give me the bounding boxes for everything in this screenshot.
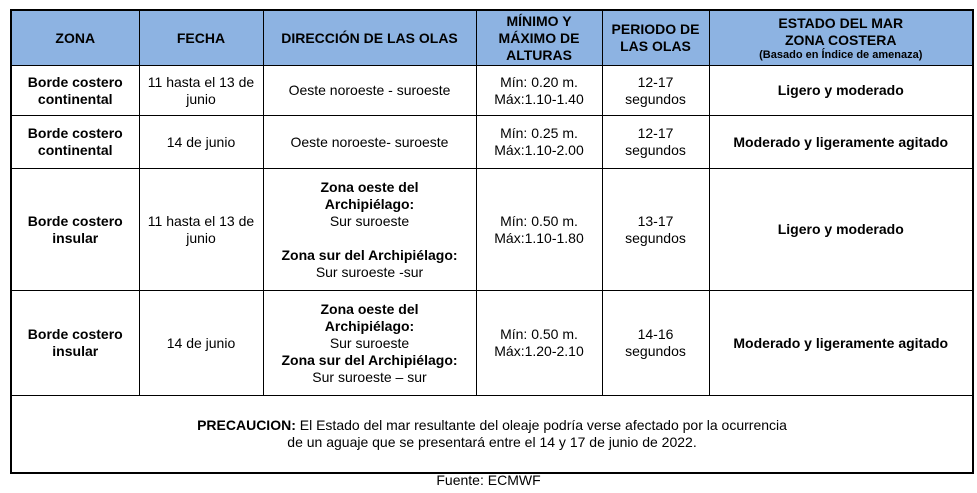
altura-max: Máx:1.10-2.00 — [494, 142, 584, 158]
zona-line: Borde costero — [27, 73, 123, 90]
cell-zona — [11, 169, 139, 291]
fecha-line: 11 hasta el 13 de — [147, 73, 255, 90]
direccion-zona-sur-title: Zona sur del Archipiélago: — [281, 351, 458, 368]
cell-fecha — [139, 169, 263, 291]
header-zona: ZONA — [11, 10, 139, 66]
direccion-zona-sur-title: Zona sur del Archipiélago: — [281, 246, 458, 263]
periodo-value: 13-17 — [637, 212, 674, 229]
header-estado — [709, 10, 973, 66]
cell-alturas — [476, 116, 602, 169]
cell-direccion — [263, 169, 476, 291]
cell-estado: Moderado y ligeramente agitado — [709, 116, 973, 169]
direccion-zona-sur-value: Sur suroeste – sur — [312, 368, 427, 385]
cell-direccion: Oeste noroeste - suroeste — [263, 66, 476, 116]
cell-direccion — [263, 291, 476, 396]
periodo-value: 14-16 — [637, 326, 674, 342]
header-periodo — [602, 10, 709, 66]
header-fecha: FECHA — [139, 10, 263, 66]
altura-min: Mín: 0.20 m. — [500, 73, 578, 90]
altura-min: Mín: 0.50 m. — [500, 326, 578, 342]
cell-estado: Moderado y ligeramente agitado — [709, 291, 973, 396]
zona-line: insular — [52, 343, 99, 359]
header-estado-subtitle: (Basado en Índice de amenaza) — [759, 48, 923, 61]
altura-min: Mín: 0.50 m. — [500, 212, 578, 229]
cell-estado: Ligero y moderado — [709, 169, 973, 291]
direccion-zona-oeste-title: Zona oeste del — [320, 300, 419, 317]
sea-state-forecast-table — [10, 9, 974, 474]
cell-direccion: Oeste noroeste- suroeste — [263, 116, 476, 169]
zona-line: Borde costero — [27, 212, 123, 229]
header-alturas-line: MÁXIMO DE — [498, 29, 580, 46]
direccion-zona-oeste-value: Sur suroeste — [329, 334, 410, 351]
table-row — [11, 116, 973, 169]
cell-periodo — [602, 116, 709, 169]
cell-alturas — [476, 291, 602, 396]
header-alturas-line: MÍNIMO Y — [506, 12, 572, 29]
fecha-line: junio — [186, 229, 216, 246]
direccion-zona-oeste-value: Sur suroeste — [329, 212, 410, 229]
altura-min: Mín: 0.25 m. — [500, 125, 578, 141]
periodo-value: 12-17 — [637, 125, 674, 141]
cell-zona — [11, 291, 139, 396]
cell-zona — [11, 116, 139, 169]
altura-max: Máx:1.10-1.80 — [494, 229, 584, 246]
table-row — [11, 291, 973, 396]
precaution-label: PRECAUCION: — [197, 417, 296, 433]
altura-max: Máx:1.10-1.40 — [494, 90, 584, 107]
periodo-unit: segundos — [625, 343, 686, 359]
precaution-row — [11, 396, 973, 474]
fecha-line: 14 de junio — [166, 334, 236, 351]
zona-line: Borde costero — [27, 125, 123, 141]
source-caption: Fuente: ECMWF — [436, 472, 541, 488]
periodo-value: 12-17 — [637, 73, 674, 90]
cell-periodo — [602, 169, 709, 291]
altura-max: Máx:1.20-2.10 — [494, 343, 584, 359]
header-alturas — [476, 10, 602, 66]
header-direccion: DIRECCIÓN DE LAS OLAS — [263, 10, 476, 66]
direccion-zona-sur-value: Sur suroeste -sur — [315, 263, 424, 280]
header-estado-line: ESTADO DEL MAR — [778, 14, 904, 31]
header-alturas-line: ALTURAS — [506, 46, 572, 63]
cell-alturas — [476, 66, 602, 116]
zona-line: continental — [37, 90, 113, 107]
direccion-zona-oeste-title: Archipiélago: — [324, 317, 415, 334]
precaution-text: El Estado del mar resultante del oleaje podría verse afectado por la ocurrencia — [295, 417, 787, 433]
fecha-line: junio — [186, 90, 216, 107]
table-row — [11, 169, 973, 291]
table-row — [11, 66, 973, 116]
fecha-line: 11 hasta el 13 de — [147, 212, 255, 229]
header-periodo-line: LAS OLAS — [620, 38, 691, 54]
periodo-unit: segundos — [625, 229, 686, 246]
fecha-line: 14 de junio — [166, 133, 236, 150]
cell-periodo — [602, 291, 709, 396]
precaution-text: de un aguaje que se presentará entre el 14 y 17 de junio de 2022. — [287, 434, 697, 450]
cell-fecha — [139, 116, 263, 169]
cell-fecha — [139, 66, 263, 116]
header-row — [11, 10, 973, 66]
header-periodo-line: PERIODO DE — [611, 21, 700, 37]
periodo-unit: segundos — [625, 142, 686, 158]
periodo-unit: segundos — [625, 90, 686, 107]
header-estado-line: ZONA COSTERA — [785, 31, 897, 48]
cell-estado: Ligero y moderado — [709, 66, 973, 116]
precaution-cell — [11, 396, 973, 474]
cell-fecha — [139, 291, 263, 396]
zona-line: Borde costero — [27, 326, 123, 342]
zona-line: continental — [37, 142, 113, 158]
zona-line: insular — [52, 229, 99, 246]
direccion-zona-oeste-title: Archipiélago: — [324, 195, 415, 212]
cell-alturas — [476, 169, 602, 291]
cell-zona — [11, 66, 139, 116]
cell-periodo — [602, 66, 709, 116]
direccion-zona-oeste-title: Zona oeste del — [320, 178, 419, 195]
